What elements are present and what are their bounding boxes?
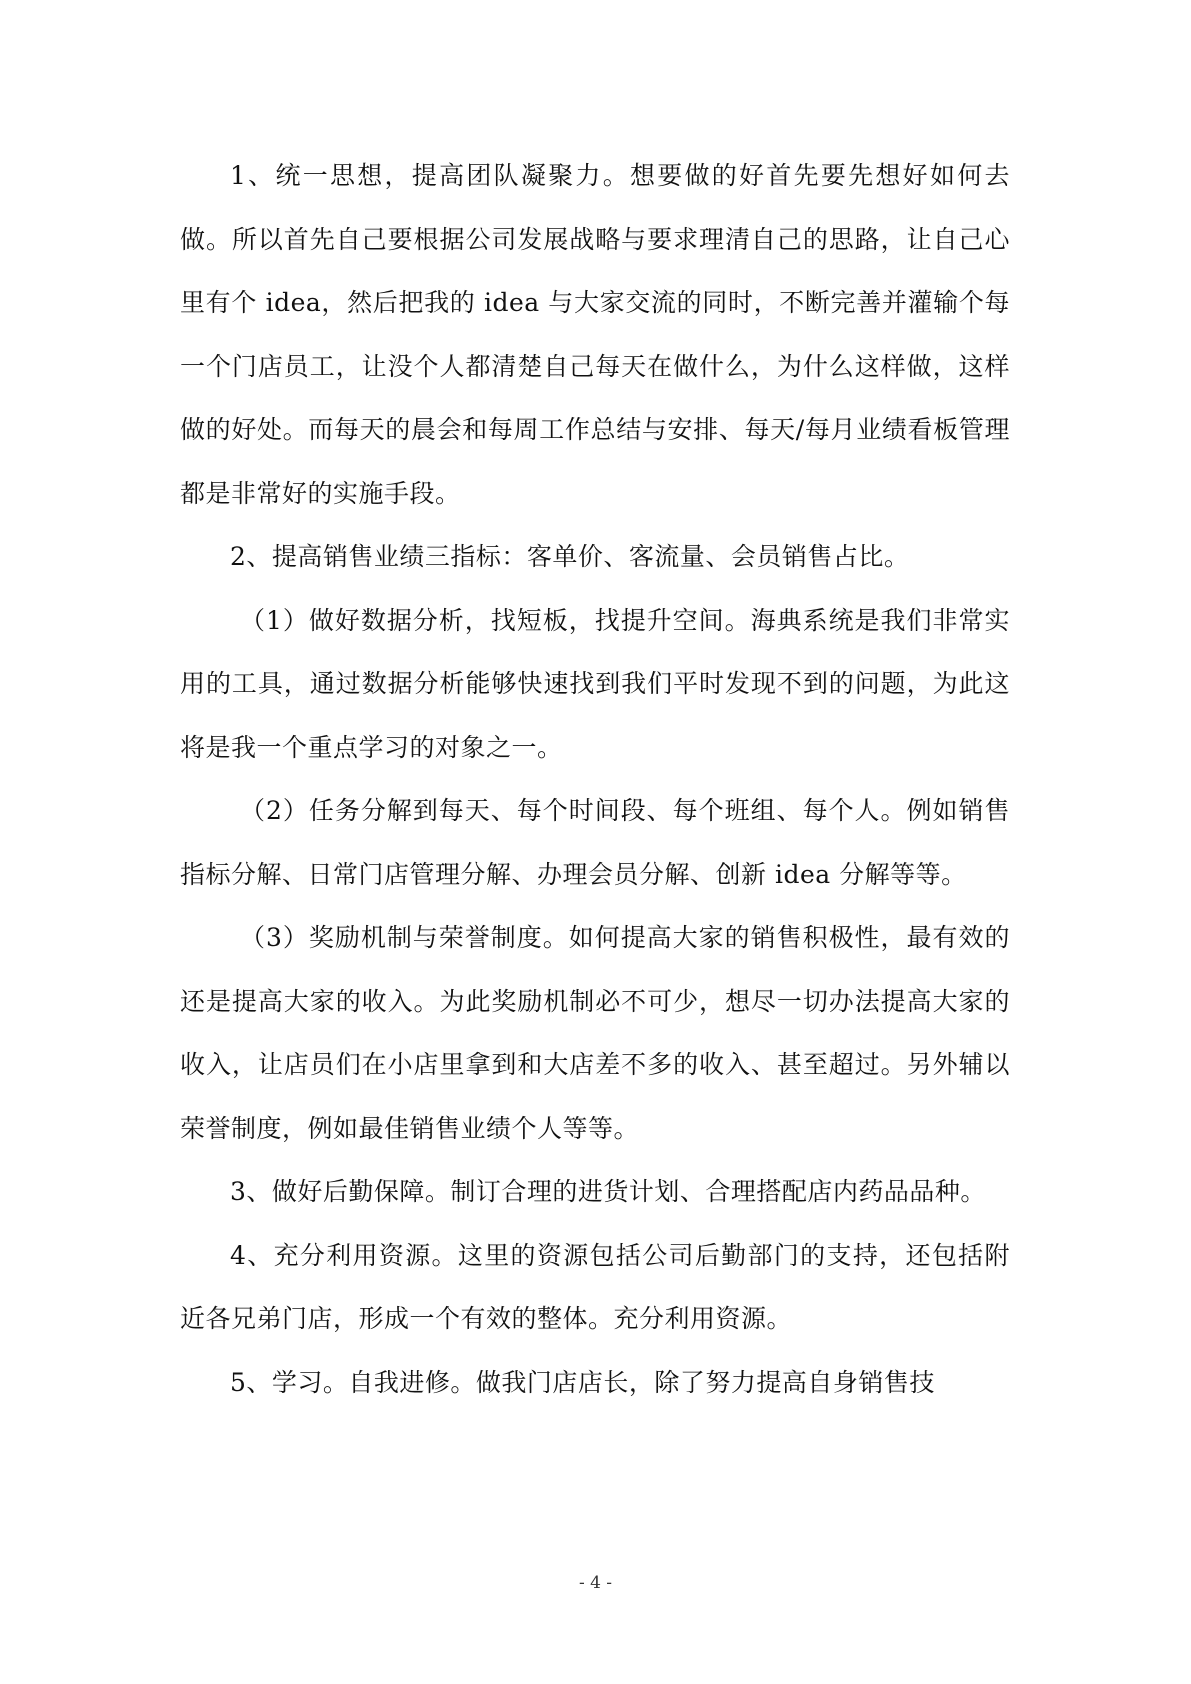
paragraph-learning: 5、学习。自我进修。做我门店店长，除了努力提高自身销售技: [230, 1367, 935, 1397]
paragraph-task-breakdown: （2）任务分解到每天、每个时间段、每个班组、每个人。例如销售指标分解、日常门店管理分解、办理会员分解、创新 idea 分解等等。: [180, 796, 1010, 889]
page-number: - 4 -: [578, 1573, 613, 1593]
paragraph-sales-indicators: 2、提高销售业绩三指标：客单价、客流量、会员销售占比。: [230, 542, 910, 571]
paragraph-unify-thinking: 1、统一思想，提高团队凝聚力。想要做的好首先要先想好如何去做。所以首先自己要根据公司发展战略与要求理清自己的思路，让自己心里有个 idea，然后把我的 idea 与大家交流的同时，不断完善并灌输个每一个门店员工，让没个人都清楚自己每天在做什么，为什么这样做，这样做的好处。而每天的晨会和每周工作总结与安排、每天/每月业绩看板管理都是非常好的实施手段。: [180, 161, 1010, 508]
paragraph-resources: 4、充分利用资源。这里的资源包括公司后勤部门的支持，还包括附近各兄弟门店，形成一个有效的整体。充分利用资源。: [180, 1240, 1010, 1333]
document-body: [180, 144, 1010, 1414]
paragraph-data-analysis: （1）做好数据分析，找短板，找提升空间。海典系统是我们非常实用的工具，通过数据分析能够快速找到我们平时发现不到的问题，为此这将是我一个重点学习的对象之一。: [180, 605, 1010, 762]
paragraph-logistics: 3、做好后勤保障。制订合理的进货计划、合理搭配店内药品品种。: [230, 1177, 986, 1206]
paragraph-reward-mechanism: （3）奖励机制与荣誉制度。如何提高大家的销售积极性，最有效的还是提高大家的收入。为此奖励机制必不可少，想尽一切办法提高大家的收入，让店员们在小店里拿到和大店差不多的收入、甚至超过。另外辅以荣誉制度，例如最佳销售业绩个人等等。: [180, 923, 1010, 1143]
